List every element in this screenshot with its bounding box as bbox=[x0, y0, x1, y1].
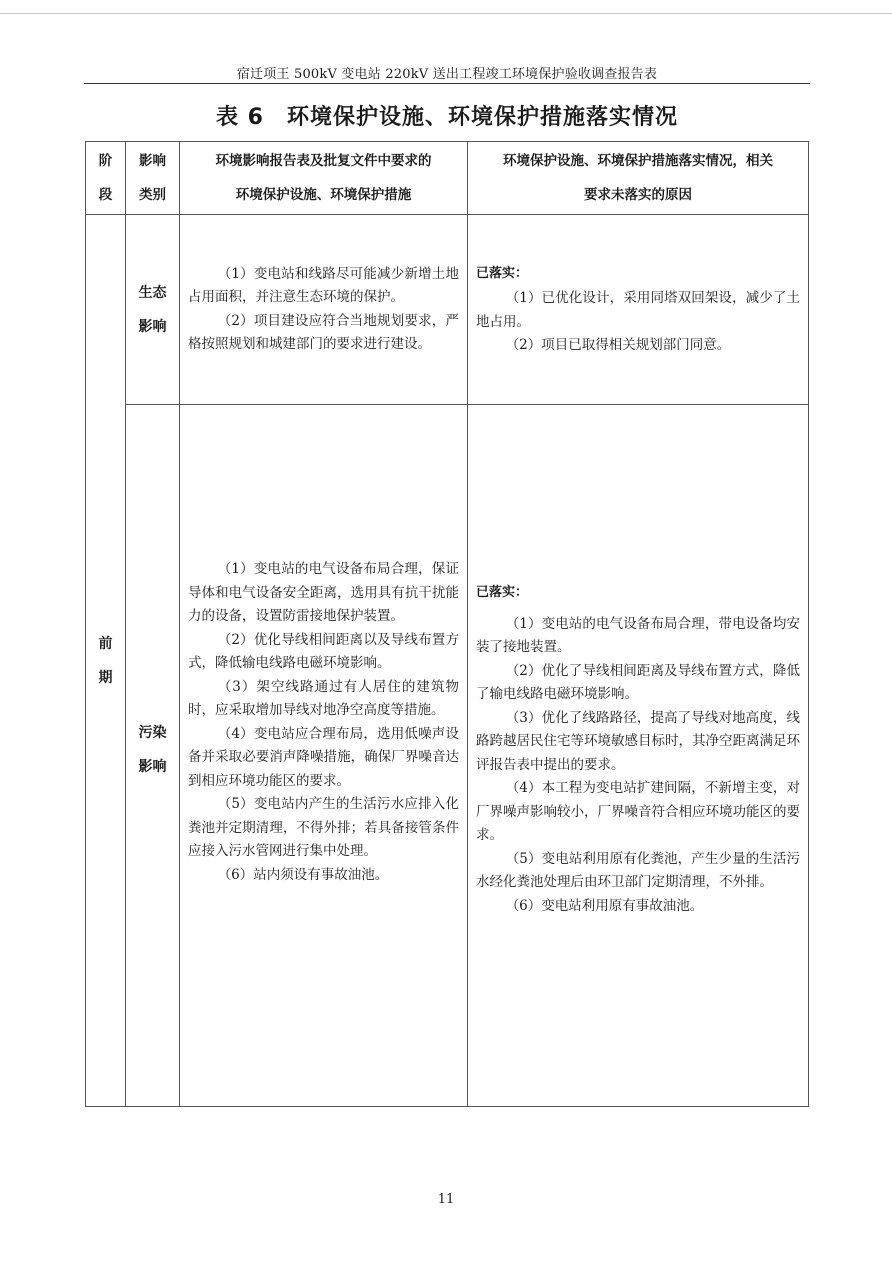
page-top-border bbox=[0, 13, 892, 14]
impact-type-ecological-line-1: 生态 bbox=[138, 284, 167, 301]
implementation-ecological bbox=[468, 215, 809, 405]
page-number: 11 bbox=[437, 1192, 455, 1207]
implementation-item: （5）变电站利用原有化粪池，产生少量的生活污水经化粪池处理后由环卫部门定期清理，不外排。 bbox=[476, 850, 800, 890]
header-stage bbox=[86, 142, 126, 215]
implementation-item: （3）优化了线路路径，提高了导线对地高度，线路跨越居民住宅等环境敏感目标时，其净空距离满足环评报告表中提出的要求。 bbox=[476, 709, 800, 773]
requirements-ecological bbox=[180, 215, 468, 405]
header-requirements-line-2: 环境保护设施、环境保护措施 bbox=[235, 187, 412, 203]
impact-type-pollution bbox=[126, 405, 180, 1107]
running-header: 宿迁项王 500kV 变电站 220kV 送出工程竣工环境保护验收调查报告表 bbox=[236, 67, 658, 82]
requirement-item: （2）项目建设应符合当地规划要求，严格按照规划和城建部门的要求进行建设。 bbox=[188, 312, 459, 352]
implementation-item: （1）已优化设计，采用同塔双回架设，减少了土地占用。 bbox=[476, 290, 800, 330]
header-requirements bbox=[180, 142, 468, 215]
implementation-item: （2）项目已取得相关规划部门同意。 bbox=[505, 337, 731, 353]
implementation-item: （1）变电站的电气设备布局合理，带电设备均安装了接地装置。 bbox=[476, 615, 800, 655]
requirement-item: （6）站内须设有事故油池。 bbox=[217, 866, 389, 883]
implementation-item: （6）变电站利用原有事故油池。 bbox=[505, 897, 704, 914]
table-row-ecological bbox=[86, 215, 809, 405]
header-stage-line-2: 段 bbox=[98, 187, 113, 203]
impact-type-ecological-line-2: 影响 bbox=[138, 318, 167, 335]
header-stage-line-1: 阶 bbox=[98, 153, 113, 169]
header-implementation-line-2: 要求未落实的原因 bbox=[584, 187, 692, 203]
header-requirements-line-1: 环境影响报告表及批复文件中要求的 bbox=[215, 153, 432, 169]
header-implementation-line-1: 环境保护设施、环境保护措施落实情况，相关 bbox=[503, 153, 773, 169]
implementation-item: （4）本工程为变电站扩建间隔，不新增主变，对厂界噪声影响较小，厂界噪音符合相应环境功能区的要求。 bbox=[476, 780, 800, 843]
header-impact-type-line-1: 影响 bbox=[139, 153, 166, 169]
implementation-item: （2）优化了导线相间距离及导线布置方式，降低了输电线路电磁环境影响。 bbox=[476, 662, 800, 702]
requirements-pollution bbox=[180, 405, 468, 1107]
status-label: 已落实： bbox=[476, 585, 529, 600]
implementation-pollution bbox=[468, 405, 809, 1107]
table-title: 表 6 环境保护设施、环境保护措施落实情况 bbox=[216, 105, 678, 130]
table-row-pollution bbox=[86, 405, 809, 1107]
requirement-item: （1）变电站的电气设备布局合理，保证导体和电气设备安全距离，选用具有抗干扰能力的设备，设置防雷接地保护装置。 bbox=[188, 561, 459, 624]
stage-label-line-2: 期 bbox=[98, 669, 113, 686]
impact-type-pollution-line-2: 影响 bbox=[138, 759, 167, 775]
table-header-row bbox=[86, 142, 809, 215]
status-label: 已落实： bbox=[476, 265, 529, 281]
stage-cell bbox=[86, 215, 126, 1107]
measures-table bbox=[85, 141, 809, 1107]
impact-type-ecological bbox=[126, 215, 180, 405]
header-implementation bbox=[468, 142, 809, 215]
impact-type-pollution-line-1: 污染 bbox=[138, 725, 167, 741]
header-impact-type bbox=[126, 142, 180, 215]
requirement-item: （4）变电站应合理布局，选用低噪声设备并采取必要消声降噪措施，确保厂界噪音达到相应环境功能区的要求。 bbox=[188, 725, 459, 789]
stage-label-line-1: 前 bbox=[98, 635, 113, 652]
requirement-item: （3）架空线路通过有人居住的建筑物时，应采取增加导线对地净空高度等措施。 bbox=[188, 678, 459, 718]
header-impact-type-line-2: 类别 bbox=[139, 187, 166, 203]
requirement-item: （2）优化导线相间距离以及导线布置方式，降低输电线路电磁环境影响。 bbox=[188, 631, 459, 671]
header-rule bbox=[84, 83, 810, 84]
requirement-item: （1）变电站和线路尽可能减少新增土地占用面积，并注意生态环境的保护。 bbox=[188, 265, 459, 305]
requirement-item: （5）变电站内产生的生活污水应排入化粪池并定期清理，不得外排；若具备接管条件应接入污水管网进行集中处理。 bbox=[188, 796, 459, 859]
